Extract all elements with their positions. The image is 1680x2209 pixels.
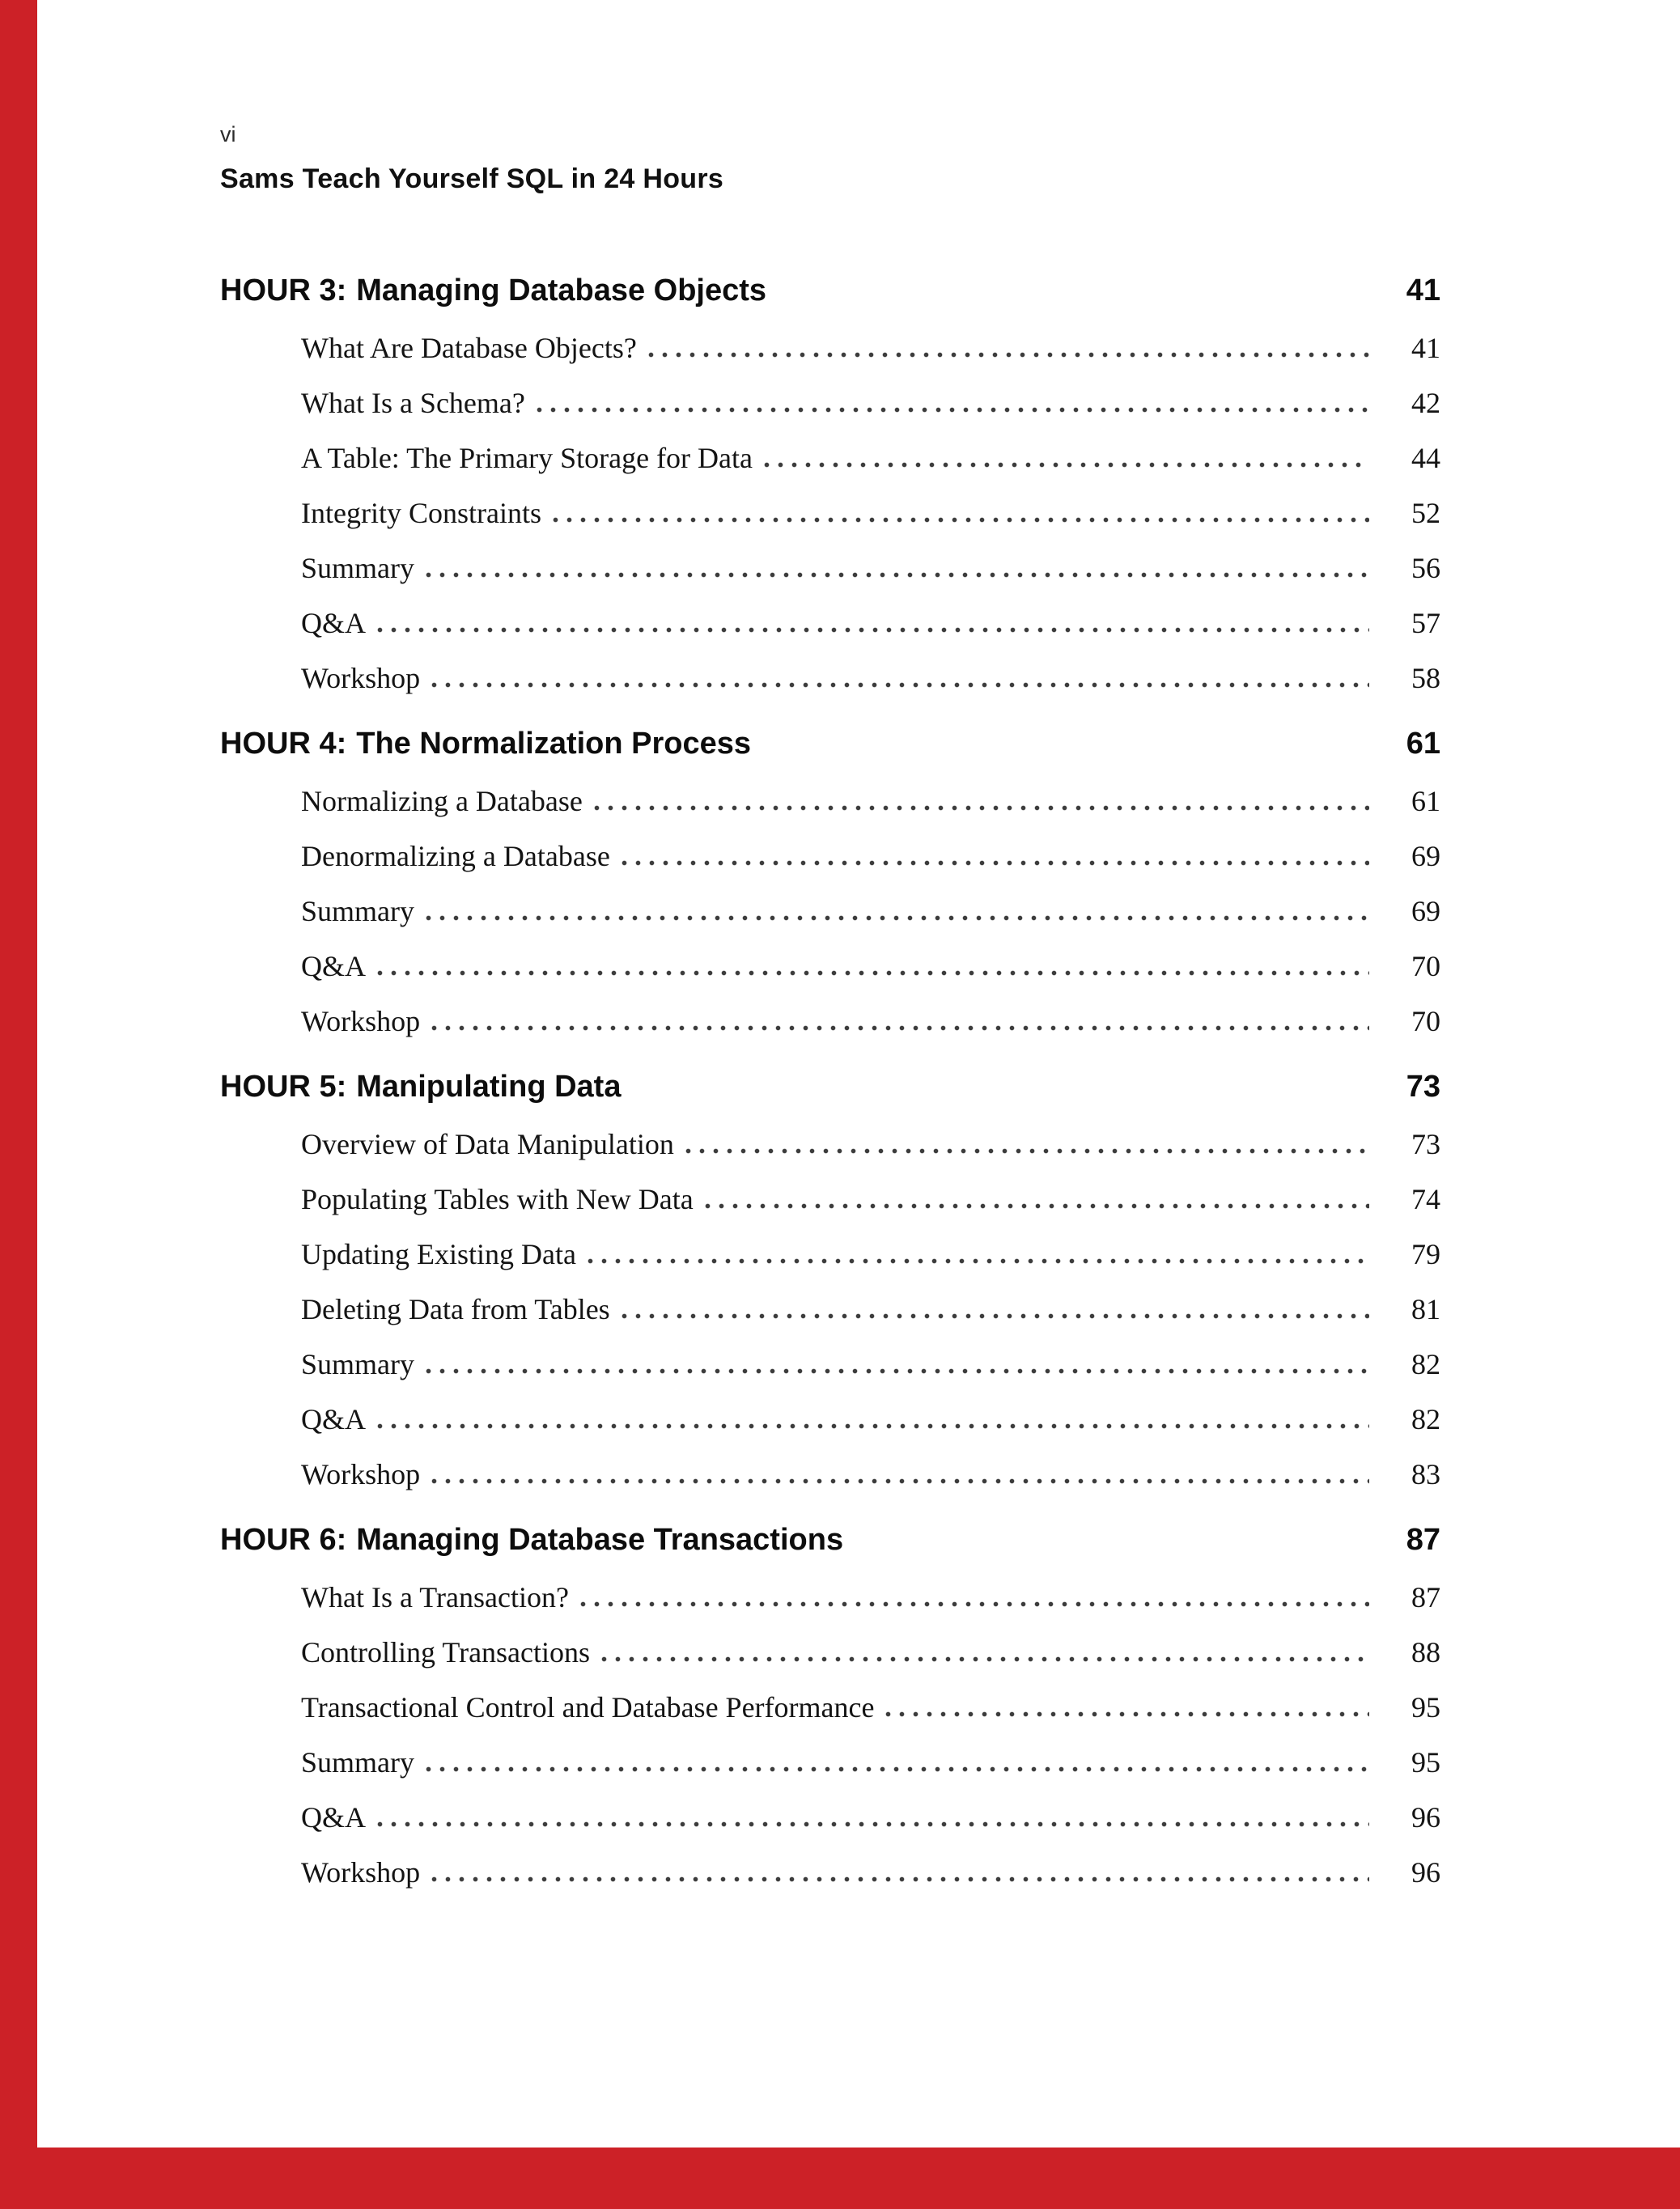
toc-entry <box>301 386 1440 420</box>
entry-page-number: 96 <box>1411 1801 1440 1834</box>
entry-title: What Is a Transaction? <box>301 1581 569 1613</box>
dot-leader <box>622 1313 1369 1319</box>
entry-page-number: 69 <box>1411 895 1440 927</box>
entry-title: Q&A <box>301 1801 366 1834</box>
toc-entry <box>301 1127 1440 1161</box>
toc-entry <box>301 1182 1440 1216</box>
entry-page-number: 41 <box>1411 332 1440 364</box>
toc-entry <box>301 894 1440 928</box>
toc-section <box>220 273 1440 695</box>
dot-leader <box>580 1601 1369 1607</box>
entry-title: Workshop <box>301 662 421 694</box>
toc-entry <box>301 1237 1440 1271</box>
toc-entry <box>301 839 1440 873</box>
hour-title: Manipulating Data <box>356 1070 622 1104</box>
toc-entry <box>301 496 1440 530</box>
entry-title: Q&A <box>301 607 366 639</box>
dot-leader <box>537 407 1369 413</box>
entry-title: Summary <box>301 552 414 584</box>
dot-leader <box>426 1368 1369 1374</box>
toc-entry <box>301 661 1440 695</box>
toc-entry <box>301 1402 1440 1436</box>
toc-entry <box>301 1800 1440 1834</box>
hour-label: HOUR 5: <box>220 1070 347 1104</box>
dot-leader <box>431 1876 1369 1882</box>
entry-title: Populating Tables with New Data <box>301 1183 694 1215</box>
entry-title: Summary <box>301 895 414 927</box>
entry-page-number: 82 <box>1411 1403 1440 1435</box>
entry-page-number: 56 <box>1411 552 1440 584</box>
dot-leader <box>622 860 1369 866</box>
toc-entry <box>301 784 1440 818</box>
toc-entry <box>301 1690 1440 1724</box>
entry-title: Overview of Data Manipulation <box>301 1128 674 1160</box>
toc-entry <box>301 1745 1440 1779</box>
toc-section <box>220 1522 1440 1889</box>
toc-entry <box>301 551 1440 585</box>
toc-entry <box>301 1855 1440 1889</box>
toc-entry <box>301 1292 1440 1326</box>
hour-title: Managing Database Objects <box>356 273 767 307</box>
entry-title: Workshop <box>301 1856 421 1889</box>
entry-title: Updating Existing Data <box>301 1238 576 1270</box>
toc-entry <box>301 606 1440 640</box>
hour-title: Managing Database Transactions <box>356 1523 844 1557</box>
dot-leader <box>648 352 1369 358</box>
entry-title: Workshop <box>301 1458 421 1490</box>
toc-section <box>220 1069 1440 1491</box>
entry-title: What Are Database Objects? <box>301 332 637 364</box>
entry-title: A Table: The Primary Storage for Data <box>301 442 753 474</box>
dot-leader <box>431 1478 1369 1484</box>
entry-page-number: 82 <box>1411 1348 1440 1380</box>
toc-entry <box>301 1580 1440 1614</box>
toc-entry <box>301 1635 1440 1669</box>
hour-page-number: 41 <box>1406 273 1440 307</box>
entry-title: Denormalizing a Database <box>301 840 610 872</box>
toc-entry <box>301 1347 1440 1381</box>
hour-page-number: 61 <box>1406 727 1440 761</box>
dot-leader <box>426 1766 1369 1772</box>
entry-title: Deleting Data from Tables <box>301 1293 610 1325</box>
entry-title: Normalizing a Database <box>301 785 583 817</box>
entry-title: What Is a Schema? <box>301 387 525 419</box>
entry-page-number: 69 <box>1411 840 1440 872</box>
table-of-contents <box>220 273 1440 1889</box>
dot-leader <box>431 682 1369 688</box>
entry-title: Q&A <box>301 950 366 982</box>
toc-entry <box>301 331 1440 365</box>
dot-leader <box>705 1203 1369 1209</box>
entry-title: Controlling Transactions <box>301 1636 591 1668</box>
entry-title: Workshop <box>301 1005 421 1037</box>
toc-entries <box>301 1127 1440 1491</box>
entry-page-number: 44 <box>1411 442 1440 474</box>
dot-leader <box>426 572 1369 578</box>
dot-leader <box>377 1821 1369 1827</box>
dot-leader <box>431 1025 1369 1031</box>
dot-leader <box>377 970 1369 976</box>
toc-entries <box>301 331 1440 695</box>
entry-title: Summary <box>301 1746 414 1779</box>
entry-page-number: 70 <box>1411 950 1440 982</box>
hour-title: The Normalization Process <box>356 727 752 761</box>
entry-title: Q&A <box>301 1403 366 1435</box>
dot-leader <box>426 915 1369 921</box>
dot-leader <box>594 805 1369 811</box>
toc-entry <box>301 1457 1440 1491</box>
entry-page-number: 95 <box>1411 1746 1440 1779</box>
entry-page-number: 83 <box>1411 1458 1440 1490</box>
toc-hour-row <box>220 1069 1440 1104</box>
dot-leader <box>685 1148 1369 1154</box>
entry-page-number: 57 <box>1411 607 1440 639</box>
entry-page-number: 52 <box>1411 497 1440 529</box>
bottom-accent-bar <box>0 2148 1680 2209</box>
toc-entry <box>301 949 1440 983</box>
hour-page-number: 87 <box>1406 1523 1440 1557</box>
hour-label: HOUR 3: <box>220 273 347 307</box>
toc-hour-row <box>220 273 1440 308</box>
dot-leader <box>764 462 1369 468</box>
entry-page-number: 74 <box>1411 1183 1440 1215</box>
toc-section <box>220 726 1440 1038</box>
entry-page-number: 42 <box>1411 387 1440 419</box>
entry-title: Summary <box>301 1348 414 1380</box>
dot-leader <box>553 517 1369 523</box>
toc-entries <box>301 1580 1440 1889</box>
toc-entry <box>301 1004 1440 1038</box>
entry-page-number: 87 <box>1411 1581 1440 1613</box>
toc-hour-row <box>220 1522 1440 1558</box>
hour-label: HOUR 4: <box>220 727 347 761</box>
entry-page-number: 73 <box>1411 1128 1440 1160</box>
running-header: Sams Teach Yourself SQL in 24 Hours <box>220 163 724 194</box>
dot-leader <box>377 1423 1369 1429</box>
toc-entry <box>301 441 1440 475</box>
entry-page-number: 61 <box>1411 785 1440 817</box>
page-folio: vi <box>220 122 236 146</box>
entry-page-number: 96 <box>1411 1856 1440 1889</box>
hour-page-number: 73 <box>1406 1070 1440 1104</box>
entry-page-number: 70 <box>1411 1005 1440 1037</box>
entry-page-number: 58 <box>1411 662 1440 694</box>
entry-page-number: 95 <box>1411 1691 1440 1724</box>
entry-page-number: 81 <box>1411 1293 1440 1325</box>
toc-entries <box>301 784 1440 1038</box>
entry-title: Transactional Control and Database Performance <box>301 1691 875 1724</box>
dot-leader <box>588 1258 1369 1264</box>
dot-leader <box>885 1711 1369 1717</box>
hour-label: HOUR 6: <box>220 1523 347 1557</box>
entry-title: Integrity Constraints <box>301 497 541 529</box>
toc-hour-row <box>220 726 1440 761</box>
entry-page-number: 79 <box>1411 1238 1440 1270</box>
entry-page-number: 88 <box>1411 1636 1440 1668</box>
dot-leader <box>601 1656 1369 1662</box>
dot-leader <box>377 627 1369 633</box>
